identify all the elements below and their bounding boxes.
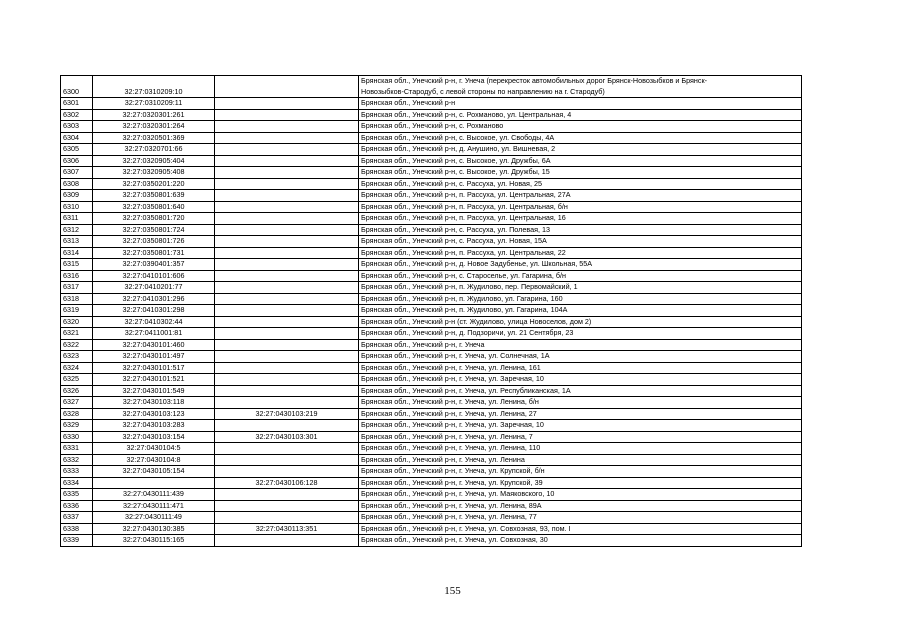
- cadastral-number: 32:27:0411001:81: [93, 328, 215, 340]
- address-cell: Брянская обл., Унечский р-н, г. Унеча, ул. Совхозная, 30: [359, 535, 802, 547]
- cadastral-number: 32:27:0320905:404: [93, 155, 215, 167]
- linked-cadastral-number: 32:27:0430103:301: [215, 431, 359, 443]
- table-row: [61, 270, 802, 282]
- row-number: 6303: [61, 121, 93, 133]
- address-line-1: Брянская обл., Унечский р-н, г. Унеча (перекресток автомобильных дорог Брянск-Новозыбков и Брянск-: [361, 76, 708, 85]
- linked-cadastral-number: [215, 535, 359, 547]
- row-number: 6315: [61, 259, 93, 271]
- row-number: 6309: [61, 190, 93, 202]
- linked-cadastral-number: [215, 385, 359, 397]
- table-row: [61, 247, 802, 259]
- address-cell: Брянская обл., Унечский р-н, с. Рохманово, ул. Центральная, 4: [359, 109, 802, 121]
- address-cell: Брянская обл., Унечский р-н: [359, 98, 802, 110]
- address-cell: Брянская обл., Унечский р-н, с. Высокое, ул. Дружбы, 6А: [359, 155, 802, 167]
- row-number: 6313: [61, 236, 93, 248]
- linked-cadastral-number: [215, 109, 359, 121]
- linked-cadastral-number: [215, 121, 359, 133]
- cadastral-number: 32:27:0430101:521: [93, 374, 215, 386]
- table-row: [61, 121, 802, 133]
- linked-cadastral-number: [215, 167, 359, 179]
- table-row: [61, 305, 802, 317]
- row-number: 6301: [61, 98, 93, 110]
- cadastral-number: 32:27:0350801:724: [93, 224, 215, 236]
- row-number: 6329: [61, 420, 93, 432]
- table-row: [61, 339, 802, 351]
- address-cell: Брянская обл., Унечский р-н, с. Высокое, ул. Дружбы, 15: [359, 167, 802, 179]
- row-number: 6318: [61, 293, 93, 305]
- cadastral-number: 32:27:0430104:5: [93, 443, 215, 455]
- address-cell: Брянская обл., Унечский р-н, г. Унеча, ул. Ленина, 89А: [359, 500, 802, 512]
- cadastral-number: 32:27:0430111:49: [93, 512, 215, 524]
- address-cell: Брянская обл., Унечский р-н, г. Унеча, ул. Солнечная, 1А: [359, 351, 802, 363]
- table-row: [61, 523, 802, 535]
- cadastral-number: 32:27:0310209:10: [93, 76, 215, 98]
- linked-cadastral-number: [215, 443, 359, 455]
- linked-cadastral-number: [215, 454, 359, 466]
- cadastral-number: 32:27:0410201:77: [93, 282, 215, 294]
- cadastral-number: 32:27:0350801:726: [93, 236, 215, 248]
- linked-cadastral-number: [215, 305, 359, 317]
- cadastral-number: 32:27:0430101:517: [93, 362, 215, 374]
- row-number: 6332: [61, 454, 93, 466]
- row-number: 6326: [61, 385, 93, 397]
- linked-cadastral-number: [215, 98, 359, 110]
- address-cell: Брянская обл., Унечский р-н, г. Унеча, ул. Ленина, 27: [359, 408, 802, 420]
- address-cell: Брянская обл., Унечский р-н, п. Рассуха, ул. Центральная, 16: [359, 213, 802, 225]
- row-number: 6312: [61, 224, 93, 236]
- row-number: 6311: [61, 213, 93, 225]
- cadastral-number: 32:27:0430101:497: [93, 351, 215, 363]
- cadastral-number: 32:27:0430103:154: [93, 431, 215, 443]
- address-cell: Брянская обл., Унечский р-н, п. Жудилово, пер. Первомайский, 1: [359, 282, 802, 294]
- cadastral-number: 32:27:0430115:165: [93, 535, 215, 547]
- row-number: 6300: [61, 76, 93, 98]
- row-number: 6324: [61, 362, 93, 374]
- property-table-body: [61, 76, 802, 547]
- cadastral-number: 32:27:0430104:8: [93, 454, 215, 466]
- linked-cadastral-number: [215, 339, 359, 351]
- table-row: [61, 178, 802, 190]
- table-row: [61, 420, 802, 432]
- linked-cadastral-number: [215, 155, 359, 167]
- linked-cadastral-number: [215, 420, 359, 432]
- linked-cadastral-number: [215, 236, 359, 248]
- address-cell: Брянская обл., Унечский р-н, г. Унеча, ул. Совхозная, 93, пом. I: [359, 523, 802, 535]
- address-line-2: Новозыбков-Стародуб, с левой стороны по направлению на г. Стародуб): [361, 86, 605, 96]
- cadastral-number: 32:27:0320501:369: [93, 132, 215, 144]
- address-cell: Брянская обл., Унечский р-н, с. Рассуха, ул. Новая, 15А: [359, 236, 802, 248]
- table-row: [61, 201, 802, 213]
- linked-cadastral-number: [215, 362, 359, 374]
- table-row: [61, 408, 802, 420]
- table-row: [61, 351, 802, 363]
- linked-cadastral-number: [215, 190, 359, 202]
- linked-cadastral-number: 32:27:0430113:351: [215, 523, 359, 535]
- table-row: [61, 466, 802, 478]
- table-row: [61, 385, 802, 397]
- address-cell: Брянская обл., Унечский р-н, г. Унеча, ул. Заречная, 10: [359, 420, 802, 432]
- table-row: [61, 98, 802, 110]
- row-number: 6307: [61, 167, 93, 179]
- cadastral-number: 32:27:0390401:357: [93, 259, 215, 271]
- linked-cadastral-number: [215, 374, 359, 386]
- address-cell: Брянская обл., Унечский р-н, г. Унеча, ул. Республиканская, 1А: [359, 385, 802, 397]
- linked-cadastral-number: [215, 512, 359, 524]
- linked-cadastral-number: [215, 259, 359, 271]
- row-number: 6306: [61, 155, 93, 167]
- table-row: [61, 76, 802, 98]
- cadastral-number: 32:27:0410301:298: [93, 305, 215, 317]
- row-number: 6322: [61, 339, 93, 351]
- linked-cadastral-number: [215, 178, 359, 190]
- table-row: [61, 443, 802, 455]
- cadastral-number: 32:27:0350801:720: [93, 213, 215, 225]
- row-number: 6338: [61, 523, 93, 535]
- row-number: 6325: [61, 374, 93, 386]
- table-row: [61, 362, 802, 374]
- linked-cadastral-number: [215, 76, 359, 98]
- row-number: 6330: [61, 431, 93, 443]
- cadastral-number: 32:27:0320701:66: [93, 144, 215, 156]
- cadastral-number: 32:27:0320301:264: [93, 121, 215, 133]
- linked-cadastral-number: [215, 500, 359, 512]
- table-row: [61, 282, 802, 294]
- cadastral-number: 32:27:0430103:118: [93, 397, 215, 409]
- row-number: 6334: [61, 477, 93, 489]
- row-number: 6310: [61, 201, 93, 213]
- linked-cadastral-number: [215, 247, 359, 259]
- cadastral-number: 32:27:0430103:283: [93, 420, 215, 432]
- cadastral-number: 32:27:0320301:261: [93, 109, 215, 121]
- address-cell: Брянская обл., Унечский р-н, г. Унеча, ул. Ленина, б/н: [359, 397, 802, 409]
- cadastral-number: 32:27:0350801:731: [93, 247, 215, 259]
- cadastral-number: 32:27:0410302:44: [93, 316, 215, 328]
- row-number: 6337: [61, 512, 93, 524]
- table-row: [61, 190, 802, 202]
- address-cell: Брянская обл., Унечский р-н, г. Унеча, ул. Заречная, 10: [359, 374, 802, 386]
- table-row: [61, 144, 802, 156]
- cadastral-number: 32:27:0430111:471: [93, 500, 215, 512]
- linked-cadastral-number: [215, 270, 359, 282]
- cadastral-number: 32:27:0430101:460: [93, 339, 215, 351]
- address-cell: Брянская обл., Унечский р-н, п. Жудилово, ул. Гагарина, 104А: [359, 305, 802, 317]
- row-number: 6333: [61, 466, 93, 478]
- table-row: [61, 155, 802, 167]
- row-number: 6331: [61, 443, 93, 455]
- cadastral-number: [93, 477, 215, 489]
- table-row: [61, 236, 802, 248]
- table-row: [61, 500, 802, 512]
- table-row: [61, 224, 802, 236]
- row-number: 6316: [61, 270, 93, 282]
- table-row: [61, 259, 802, 271]
- cadastral-number: 32:27:0310209:11: [93, 98, 215, 110]
- row-number: 6328: [61, 408, 93, 420]
- table-row: [61, 535, 802, 547]
- linked-cadastral-number: [215, 282, 359, 294]
- cadastral-number: 32:27:0410101:606: [93, 270, 215, 282]
- address-cell: Брянская обл., Унечский р-н, г. Унеча, ул. Крупской, 39: [359, 477, 802, 489]
- table-row: [61, 477, 802, 489]
- row-number: 6327: [61, 397, 93, 409]
- linked-cadastral-number: [215, 466, 359, 478]
- table-row: [61, 132, 802, 144]
- address-cell: Брянская обл., Унечский р-н, г. Унеча, ул. Ленина, 77: [359, 512, 802, 524]
- table-row: [61, 454, 802, 466]
- linked-cadastral-number: [215, 132, 359, 144]
- cadastral-number: 32:27:0320905:408: [93, 167, 215, 179]
- address-cell: Брянская обл., Унечский р-н, г. Унеча, ул. Ленина, 7: [359, 431, 802, 443]
- address-cell: Брянская обл., Унечский р-н, п. Жудилово, ул. Гагарина, 160: [359, 293, 802, 305]
- row-number: 6317: [61, 282, 93, 294]
- address-cell: Брянская обл., Унечский р-н, г. Унеча: [359, 339, 802, 351]
- address-cell: Брянская обл., Унечский р-н, с. Староселье, ул. Гагарина, б/н: [359, 270, 802, 282]
- row-number: 6320: [61, 316, 93, 328]
- table-row: [61, 328, 802, 340]
- linked-cadastral-number: 32:27:0430106:128: [215, 477, 359, 489]
- cadastral-number: 32:27:0350201:220: [93, 178, 215, 190]
- address-cell: Брянская обл., Унечский р-н, д. Новое Задубенье, ул. Школьная, 55А: [359, 259, 802, 271]
- linked-cadastral-number: [215, 201, 359, 213]
- page-number: 155: [444, 585, 461, 597]
- address-cell: Брянская обл., Унечский р-н, д. Анушино, ул. Вишневая, 2: [359, 144, 802, 156]
- linked-cadastral-number: [215, 316, 359, 328]
- address-cell: Брянская обл., Унечский р-н, г. Унеча, ул. Ленина, 161: [359, 362, 802, 374]
- cadastral-number: 32:27:0430101:549: [93, 385, 215, 397]
- cadastral-number: 32:27:0410301:296: [93, 293, 215, 305]
- row-number: 6321: [61, 328, 93, 340]
- row-number: 6314: [61, 247, 93, 259]
- address-cell: [359, 76, 802, 98]
- address-cell: Брянская обл., Унечский р-н, п. Рассуха, ул. Центральная, 22: [359, 247, 802, 259]
- address-cell: Брянская обл., Унечский р-н, г. Унеча, ул. Ленина, 110: [359, 443, 802, 455]
- address-cell: Брянская обл., Унечский р-н, г. Унеча, ул. Ленина: [359, 454, 802, 466]
- linked-cadastral-number: [215, 397, 359, 409]
- address-cell: Брянская обл., Унечский р-н, г. Унеча, ул. Маяковского, 10: [359, 489, 802, 501]
- table-row: [61, 397, 802, 409]
- cadastral-number: 32:27:0430103:123: [93, 408, 215, 420]
- linked-cadastral-number: [215, 213, 359, 225]
- row-number: 6319: [61, 305, 93, 317]
- row-number: 6335: [61, 489, 93, 501]
- address-cell: Брянская обл., Унечский р-н (ст. Жудилово, улица Новоселов, дом 2): [359, 316, 802, 328]
- table-row: [61, 512, 802, 524]
- cadastral-number: 32:27:0430111:439: [93, 489, 215, 501]
- cadastral-number: 32:27:0430130:385: [93, 523, 215, 535]
- address-cell: Брянская обл., Унечский р-н, д. Подзоричи, ул. 21 Сентября, 23: [359, 328, 802, 340]
- linked-cadastral-number: [215, 489, 359, 501]
- cadastral-number: 32:27:0430105:154: [93, 466, 215, 478]
- table-row: [61, 293, 802, 305]
- linked-cadastral-number: [215, 328, 359, 340]
- address-cell: Брянская обл., Унечский р-н, с. Рассуха, ул. Полевая, 13: [359, 224, 802, 236]
- row-number: 6305: [61, 144, 93, 156]
- linked-cadastral-number: [215, 144, 359, 156]
- cadastral-number: 32:27:0350801:640: [93, 201, 215, 213]
- row-number: 6308: [61, 178, 93, 190]
- address-cell: Брянская обл., Унечский р-н, п. Рассуха, ул. Центральная, 27А: [359, 190, 802, 202]
- table-row: [61, 213, 802, 225]
- cadastral-number: 32:27:0350801:639: [93, 190, 215, 202]
- table-row: [61, 374, 802, 386]
- address-cell: Брянская обл., Унечский р-н, с. Рассуха, ул. Новая, 25: [359, 178, 802, 190]
- row-number: 6339: [61, 535, 93, 547]
- row-number: 6323: [61, 351, 93, 363]
- linked-cadastral-number: [215, 351, 359, 363]
- address-cell: Брянская обл., Унечский р-н, с. Рохманово: [359, 121, 802, 133]
- table-row: [61, 109, 802, 121]
- address-cell: Брянская обл., Унечский р-н, с. Высокое, ул. Свободы, 4А: [359, 132, 802, 144]
- linked-cadastral-number: 32:27:0430103:219: [215, 408, 359, 420]
- table-row: [61, 316, 802, 328]
- row-number: 6304: [61, 132, 93, 144]
- row-number: 6302: [61, 109, 93, 121]
- table-row: [61, 431, 802, 443]
- linked-cadastral-number: [215, 224, 359, 236]
- address-cell: Брянская обл., Унечский р-н, п. Рассуха, ул. Центральная, б/н: [359, 201, 802, 213]
- table-row: [61, 167, 802, 179]
- table-row: [61, 489, 802, 501]
- address-cell: Брянская обл., Унечский р-н, г. Унеча, ул. Крупской, б/н: [359, 466, 802, 478]
- property-table: [60, 75, 802, 547]
- row-number: 6336: [61, 500, 93, 512]
- linked-cadastral-number: [215, 293, 359, 305]
